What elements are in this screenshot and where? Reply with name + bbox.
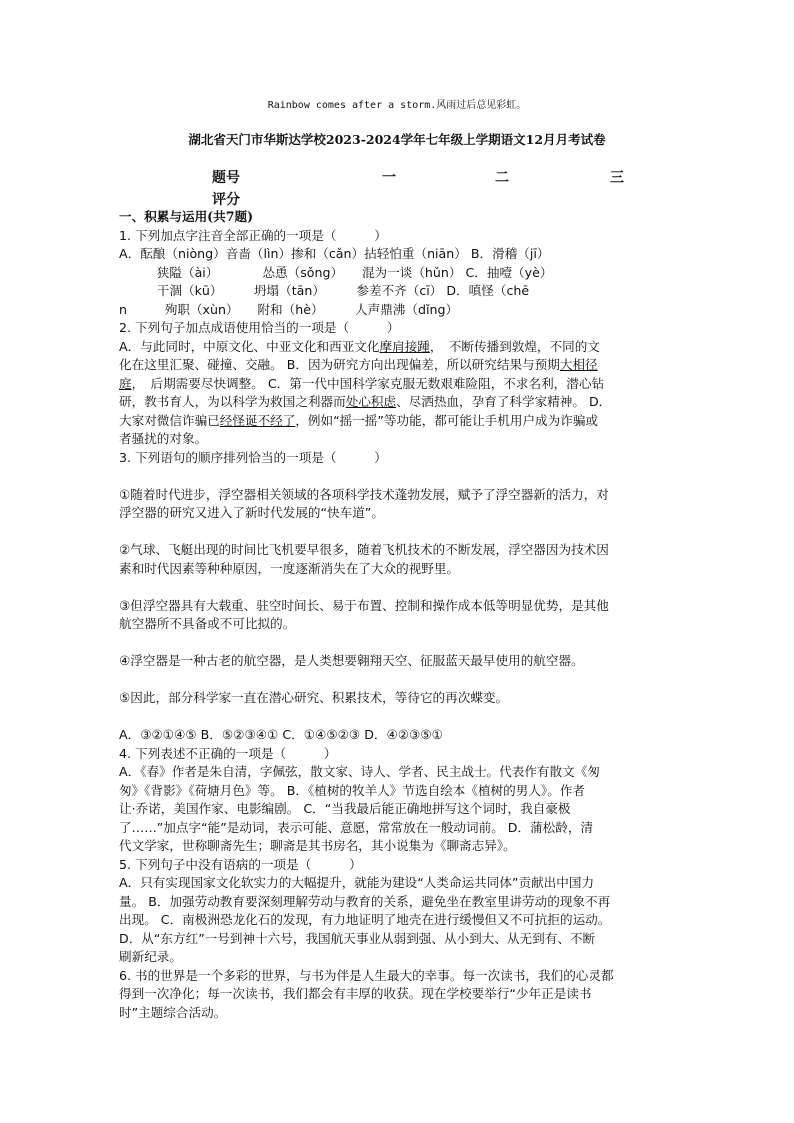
score-table-header-row [212, 167, 642, 189]
q2-underlined-idiom: 庭 [119, 375, 132, 391]
q2-text: ， 不断传播到敦煌，不同的文 [429, 338, 600, 354]
q2-line [119, 356, 679, 375]
q5-line: 出现。 C．南极洲恐龙化石的发现，有力地证明了地壳在进行缓慢但又不可抗拒的运动。 [119, 912, 611, 927]
q5-stem: 5. 下列句子中没有语病的一项是（ ） [119, 856, 362, 872]
spacer [119, 634, 679, 653]
q1-stem: 1. 下列加点字注音全部正确的一项是（ ） [119, 227, 387, 243]
q2-text: ， 后期需要尽快调整。 C．第一代中国科学家克服无数艰难险阻，不求名利，潜心钻 [131, 375, 605, 391]
q3-sentence-3-cont: 航空器所不具备或不可比拟的。 [119, 616, 296, 631]
q5-line: 量。 B．加强劳动教育要深刻理解劳动与教育的关系，避免坐在教室里讲劳动的现象不再 [119, 893, 611, 909]
q1-line: 狭隘（ài） 怂恿（sǒng） 混为一谈（hǔn） C．抽噎（yè） [119, 264, 553, 280]
score-header-label: 题号 [212, 170, 240, 186]
spacer [119, 578, 679, 597]
q4-stem: 4. 下列表述不正确的一项是（ ） [119, 745, 337, 761]
score-header-1: 一 [382, 170, 396, 186]
q2-text: ，例如“摇一摇”等功能，都可能让手机用户成为诈骗或 [295, 412, 599, 428]
q2-stem: 2. 下列句子加点成语使用恰当的一项是（ ） [119, 320, 400, 335]
q2-line [119, 412, 679, 431]
spacer [119, 523, 679, 542]
q2-underlined-idiom: 经怪诞不经了 [219, 412, 296, 428]
score-header-3: 三 [610, 170, 624, 186]
q3-sentence-2: ②气球、飞艇出现的时间比飞机要早很多，随着飞机技术的不断发展，浮空器因为技术因 [119, 542, 609, 557]
q2-underlined-idiom: 大相径 [559, 357, 598, 372]
q6-line: 时”主题综合活动。 [119, 1004, 227, 1020]
q3-sentence-3: ③但浮空器具有大载重、驻空时间长、易于布置、控制和操作成本低等明显优势，是其他 [119, 597, 609, 613]
spacer [119, 671, 679, 690]
q2-text: A．与此同时，中原文化、中亚文化和西亚文化 [119, 338, 380, 354]
q2-text: 研，教书育人，为以科学为救国之利器而 [119, 394, 346, 409]
q4-line: 代文学家，世称聊斋先生；聊斋是其书房名，其小说集为《聊斋志异》。 [119, 838, 516, 853]
q4-line: 匆》《背影》《荷塘月色》等。 B．《植树的牧羊人》节选自绘本《植树的男人》。作者 [119, 782, 586, 798]
q3-sentence-4: ④浮空器是一种古老的航空器，是人类想要翱翔天空、征服蓝天最早使用的航空器。 [119, 653, 584, 668]
q5-line: A．只有实现国家文化软实力的大幅提升，就能为建设“人类命运共同体”贡献出中国力 [119, 875, 595, 890]
q2-text: 大家对微信诈骗已 [119, 412, 220, 428]
q4-line: 让·乔诺，美国作家、电影编剧。 C．“当我最后能正确地拼写这个词时，我自豪极 [119, 801, 571, 816]
q5-line: D．从“东方红”一号到神十六号，我国航天事业从弱到强、从小到大、从无到有、不断 [119, 930, 596, 946]
q3-sentence-1: ①随着时代进步，浮空器相关领域的各项科学技术蓬勃发展，赋予了浮空器新的活力，对 [119, 486, 609, 502]
q2-line [119, 338, 679, 357]
q1-line: A．酝酿（niòng）音啬（lìn）掺和（cǎn）拈轻怕重（niān） B．滑稽（jī） [119, 246, 550, 261]
q3-stem: 3. 下列语句的顺序排列恰当的一项是（ ） [119, 449, 387, 465]
q4-line: 了……”加点字“能”是动词，表示可能、意愿，常常放在一般动词前。 D．蒲松龄，清 [119, 819, 594, 835]
score-row-label: 评分 [212, 192, 240, 208]
q2-text: 、尽洒热血，孕育了科学家精神。 D． [396, 394, 612, 409]
q1-line: n 殉职（xùn） 附和（hè） 人声鼎沸（dǐng） [119, 301, 459, 317]
q4-line: A．《春》作者是朱自清，字佩弦，散文家、诗人、学者、民主战士。代表作有散文《匆 [119, 764, 600, 779]
q5-line: 刷新纪录。 [119, 949, 182, 964]
q1-line: 干涸（kū） 坍塌（tān） 参差不齐（cī） D．嗔怪（chē [119, 283, 530, 298]
section-heading: 一、积累与运用(共7题) [119, 209, 254, 224]
q2-line [119, 375, 679, 394]
q3-sentence-1-cont: 浮空器的研究又进入了新时代发展的“快车道”。 [119, 505, 384, 520]
q2-text: 化在这里汇聚、碰撞、交融。 B．因为研究方向出现偏差，所以研究结果与预期 [119, 357, 560, 372]
page-title: 湖北省天门市华斯达学校2023-2024学年七年级上学期语文12月月考试卷 [188, 132, 606, 147]
score-table [212, 167, 642, 211]
score-header-2: 二 [495, 170, 509, 186]
q6-line: 6. 书的世界是一个多彩的世界，与书为伴是人生最大的幸事。每一次读书，我们的心灵都 [119, 967, 614, 983]
exam-content [119, 208, 679, 1022]
q3-sentence-5: ⑤因此，部分科学家一直在潜心研究、积累技术，等待它的再次蝶变。 [119, 690, 509, 705]
q2-line: 者骚扰的对象。 [119, 431, 208, 446]
q2-line [119, 393, 679, 412]
q2-underlined-idiom: 摩肩接踵 [379, 338, 430, 354]
spacer [119, 467, 679, 486]
q6-line: 得到一次净化；每一次读书，我们都会有丰厚的收获。现在学校要举行“少年正是读书 [119, 986, 592, 1001]
q3-sentence-2-cont: 素和时代因素等种种原因，一度逐渐消失在了大众的视野里。 [119, 560, 460, 576]
q2-underlined-idiom: 处心积虑 [345, 394, 397, 409]
page-motto: Rainbow comes after a storm.风雨过后总见彩虹。 [267, 100, 527, 111]
q3-options: A．③②①④⑤ B．⑤②③④① C．①④⑤②③ D．④②③⑤① [119, 727, 443, 742]
spacer [119, 708, 679, 727]
